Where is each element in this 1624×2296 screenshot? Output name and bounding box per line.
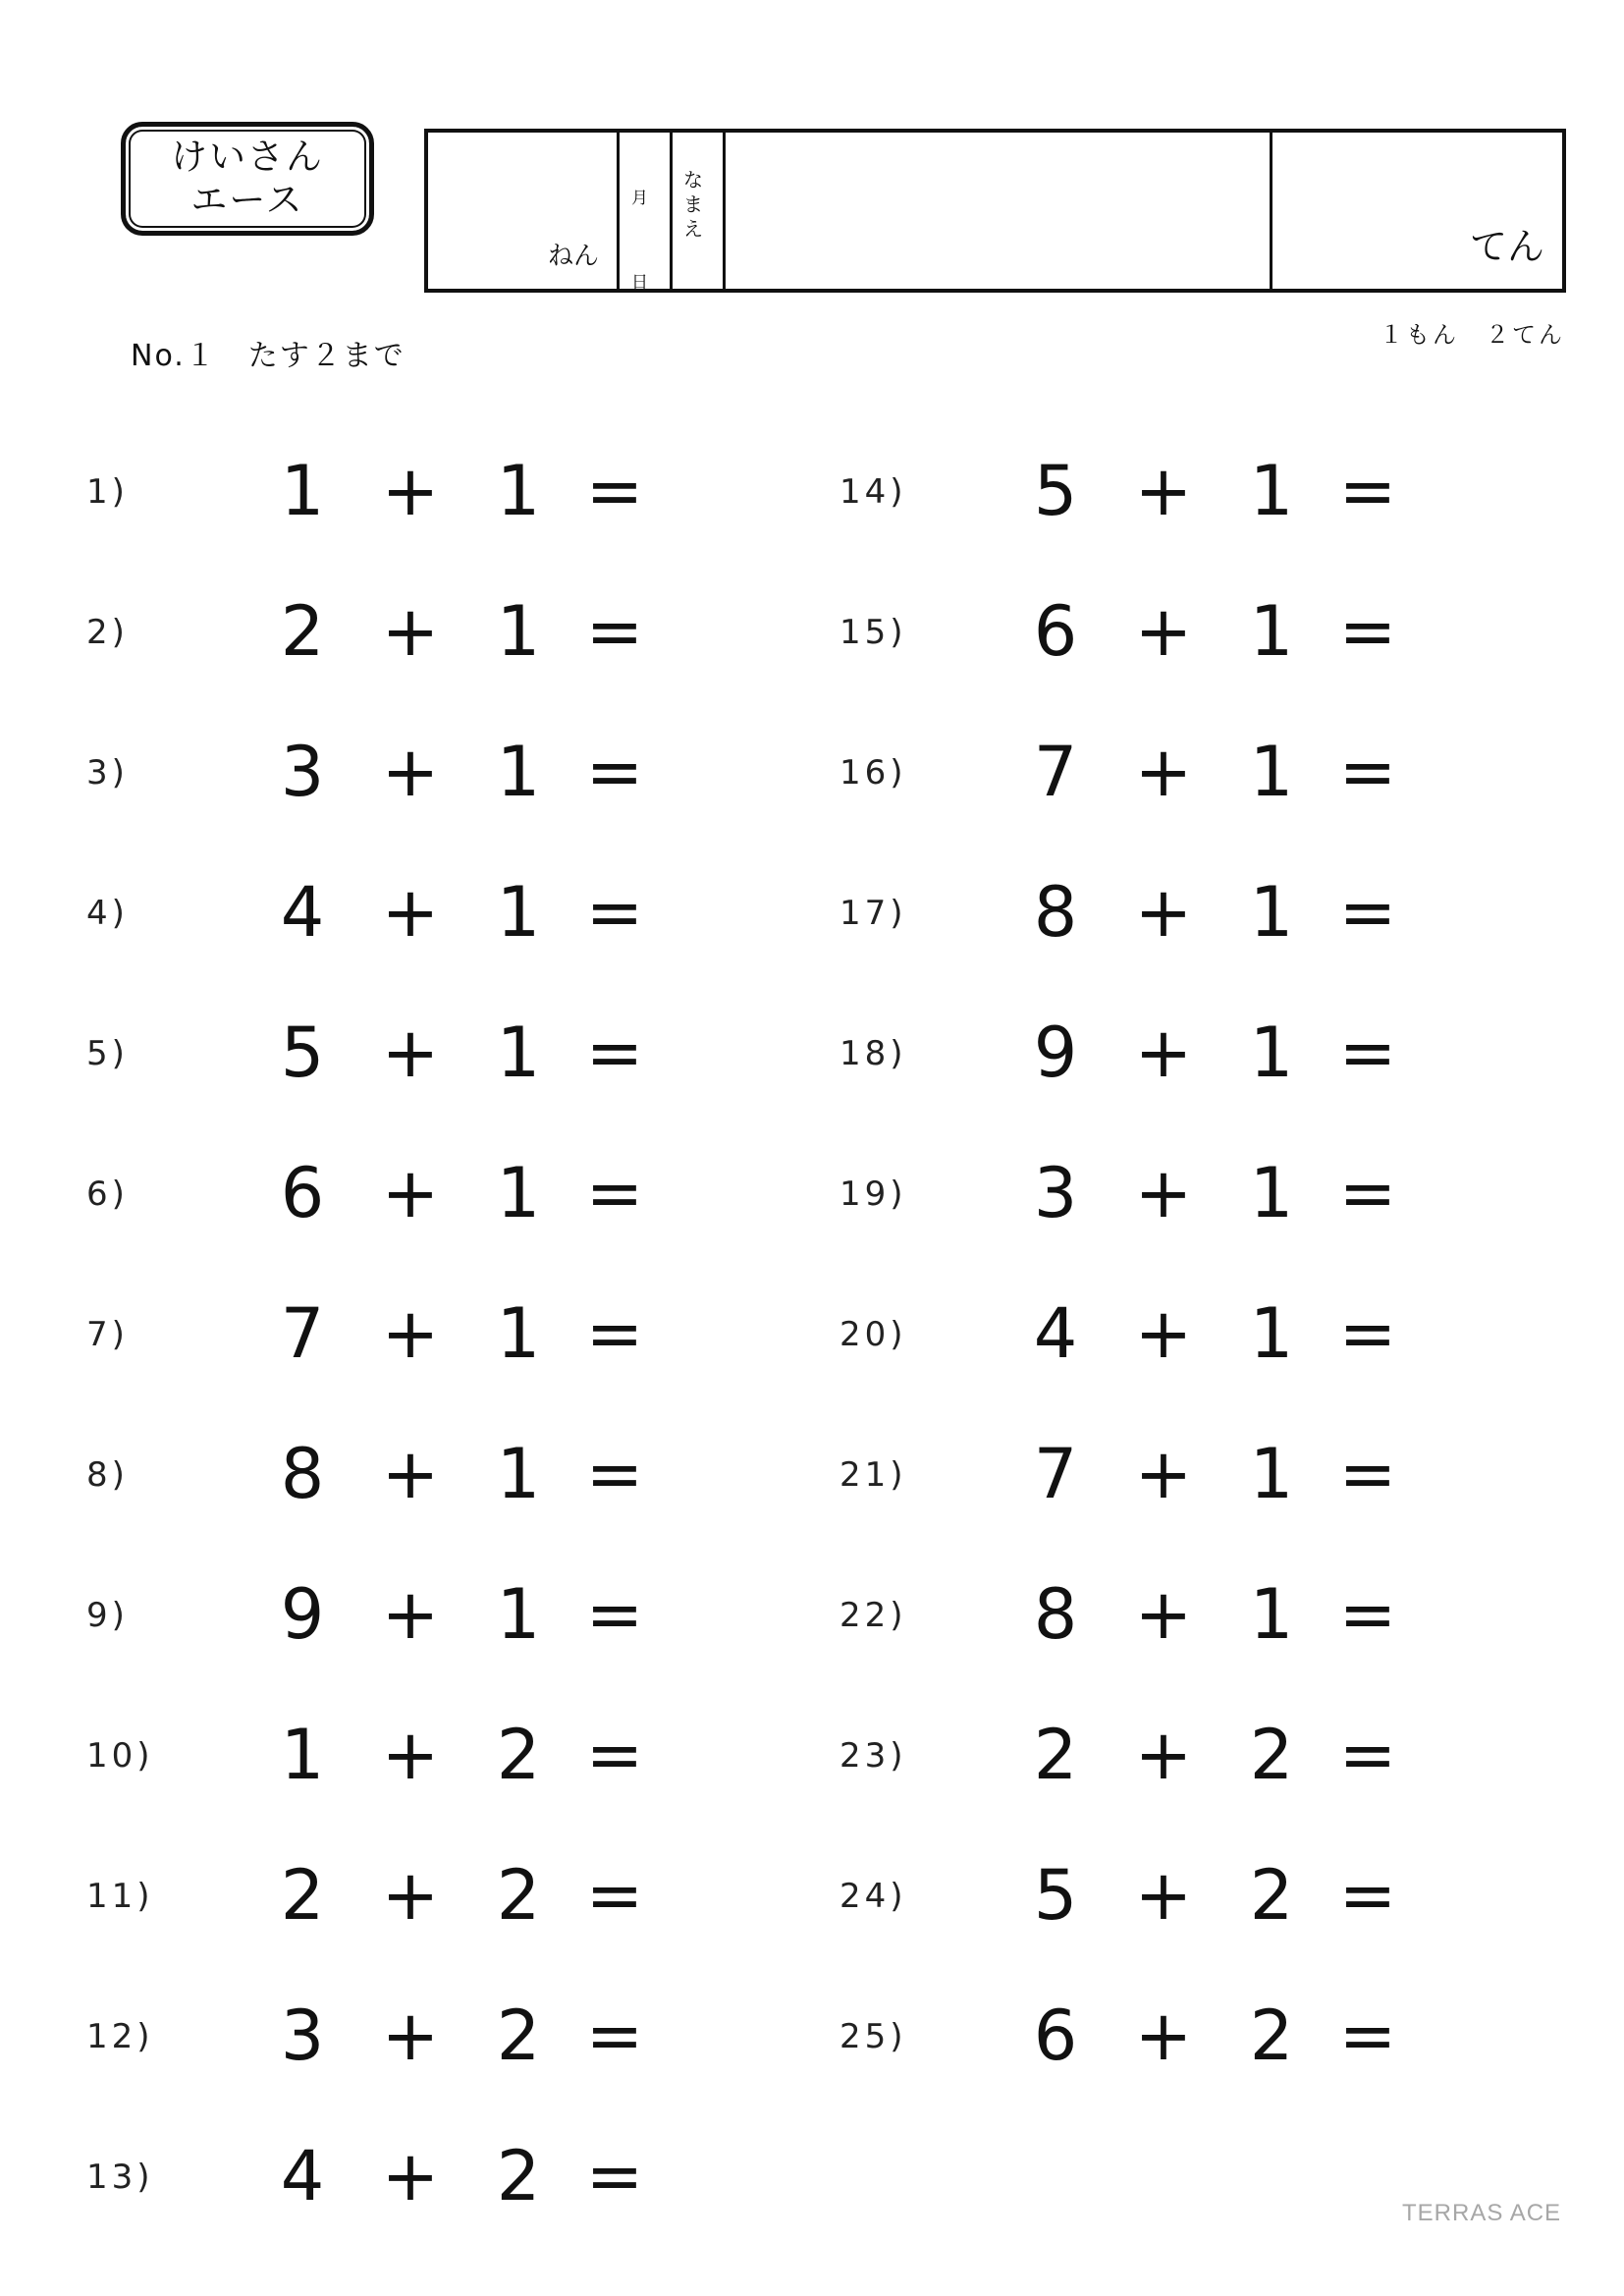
problem-number: 24) [839,1877,907,1916]
equals-sign: = [1338,1715,1397,1795]
divider-score [1270,133,1272,289]
plus-sign: + [1134,872,1193,953]
operand-b: 2 [496,1855,541,1936]
plus-sign: + [1134,451,1193,531]
equals-sign: = [1338,872,1397,953]
plus-sign: + [1134,1715,1193,1795]
operand-b: 2 [496,1715,541,1795]
operand-a: 9 [280,1574,325,1655]
operand-b: 1 [496,1434,541,1514]
name-label-char: え [683,217,703,241]
operand-b: 1 [1249,451,1294,531]
problem-number: 2) [86,613,129,652]
operand-b: 2 [1249,1855,1294,1936]
plus-sign: + [381,1293,440,1374]
operand-a: 6 [1033,591,1078,672]
equals-sign: = [1338,732,1397,812]
problem-number: 20) [839,1315,907,1354]
equals-sign: = [585,1855,644,1936]
problem-number: 14) [839,472,907,512]
equals-sign: = [1338,1012,1397,1093]
operand-b: 1 [1249,1153,1294,1233]
equals-sign: = [585,732,644,812]
problem-number: 23) [839,1736,907,1776]
equals-sign: = [585,1293,644,1374]
problem-number: 12) [86,2017,154,2056]
problem-number: 13) [86,2158,154,2197]
problem-number: 25) [839,2017,907,2056]
equals-sign: = [585,2136,644,2216]
problem-number: 4) [86,894,129,933]
equals-sign: = [585,1715,644,1795]
operand-a: 4 [280,872,325,953]
worksheet-logo [121,122,374,236]
operand-b: 2 [1249,1995,1294,2076]
operand-b: 1 [1249,1574,1294,1655]
problem-number: 6) [86,1175,129,1214]
operand-b: 1 [496,732,541,812]
equals-sign: = [585,451,644,531]
operand-a: 5 [1033,1855,1078,1936]
scoring-note: １もん ２てん [1380,321,1565,349]
operand-a: 7 [1033,732,1078,812]
publisher-watermark: TERRAS ACE [1402,2200,1562,2226]
year-label: ねん [548,242,600,271]
plus-sign: + [381,1995,440,2076]
operand-a: 4 [1033,1293,1078,1374]
problem-number: 7) [86,1315,129,1354]
problem-number: 5) [86,1034,129,1073]
problem-number: 19) [839,1175,907,1214]
operand-b: 1 [1249,1434,1294,1514]
operand-b: 2 [496,2136,541,2216]
problem-number: 15) [839,613,907,652]
equals-sign: = [1338,1574,1397,1655]
operand-a: 5 [1033,451,1078,531]
score-label: てん [1469,225,1544,268]
problem-number: 21) [839,1455,907,1495]
plus-sign: + [381,1153,440,1233]
plus-sign: + [381,1574,440,1655]
student-info-box [424,129,1566,293]
name-label [683,168,703,242]
operand-b: 1 [496,1153,541,1233]
operand-a: 2 [1033,1715,1078,1795]
equals-sign: = [1338,1293,1397,1374]
worksheet-subtitle: No.１ たす２まで [131,339,406,373]
operand-a: 4 [280,2136,325,2216]
operand-b: 2 [496,1995,541,2076]
operand-a: 3 [280,732,325,812]
operand-a: 6 [280,1153,325,1233]
divider-year [617,133,620,289]
plus-sign: + [1134,1293,1193,1374]
problem-number: 18) [839,1034,907,1073]
operand-b: 2 [1249,1715,1294,1795]
operand-b: 1 [496,591,541,672]
equals-sign: = [585,1153,644,1233]
plus-sign: + [1134,1574,1193,1655]
plus-sign: + [381,591,440,672]
operand-a: 7 [1033,1434,1078,1514]
divider-name-label [723,133,726,289]
problem-number: 17) [839,894,907,933]
name-label-char: な [683,168,703,191]
operand-a: 3 [280,1995,325,2076]
operand-a: 6 [1033,1995,1078,2076]
plus-sign: + [1134,1995,1193,2076]
problem-number: 16) [839,753,907,793]
problem-number: 11) [86,1877,154,1916]
equals-sign: = [585,872,644,953]
operand-a: 8 [280,1434,325,1514]
equals-sign: = [585,591,644,672]
operand-b: 1 [496,451,541,531]
operand-a: 7 [280,1293,325,1374]
plus-sign: + [1134,1012,1193,1093]
problem-number: 3) [86,753,129,793]
logo-line-1: けいさん [171,136,324,178]
equals-sign: = [585,1434,644,1514]
equals-sign: = [1338,591,1397,672]
operand-b: 1 [496,1012,541,1093]
operand-b: 1 [496,1293,541,1374]
plus-sign: + [381,1715,440,1795]
operand-a: 2 [280,591,325,672]
problem-number: 10) [86,1736,154,1776]
operand-b: 1 [496,872,541,953]
equals-sign: = [585,1012,644,1093]
equals-sign: = [1338,1153,1397,1233]
operand-b: 1 [496,1574,541,1655]
plus-sign: + [1134,732,1193,812]
equals-sign: = [585,1574,644,1655]
plus-sign: + [381,1012,440,1093]
plus-sign: + [1134,591,1193,672]
plus-sign: + [1134,1153,1193,1233]
operand-b: 1 [1249,872,1294,953]
problem-number: 9) [86,1596,129,1635]
problem-number: 1) [86,472,129,512]
operand-a: 8 [1033,1574,1078,1655]
name-label-char: ま [683,192,703,216]
problem-number: 22) [839,1596,907,1635]
operand-b: 1 [1249,1293,1294,1374]
divider-date [670,133,673,289]
plus-sign: + [381,451,440,531]
logo-line-2: エース [190,179,304,221]
operand-b: 1 [1249,732,1294,812]
operand-a: 5 [280,1012,325,1093]
operand-a: 1 [280,1715,325,1795]
plus-sign: + [381,2136,440,2216]
operand-a: 2 [280,1855,325,1936]
operand-a: 3 [1033,1153,1078,1233]
equals-sign: = [585,1995,644,2076]
operand-a: 9 [1033,1012,1078,1093]
operand-b: 1 [1249,1012,1294,1093]
operand-b: 1 [1249,591,1294,672]
plus-sign: + [1134,1434,1193,1514]
operand-a: 1 [280,451,325,531]
equals-sign: = [1338,1434,1397,1514]
month-label: 月 [631,189,648,208]
plus-sign: + [381,732,440,812]
equals-sign: = [1338,1855,1397,1936]
equals-sign: = [1338,451,1397,531]
day-label: 日 [631,273,648,293]
plus-sign: + [381,1434,440,1514]
plus-sign: + [1134,1855,1193,1936]
operand-a: 8 [1033,872,1078,953]
problem-number: 8) [86,1455,129,1495]
plus-sign: + [381,872,440,953]
equals-sign: = [1338,1995,1397,2076]
plus-sign: + [381,1855,440,1936]
